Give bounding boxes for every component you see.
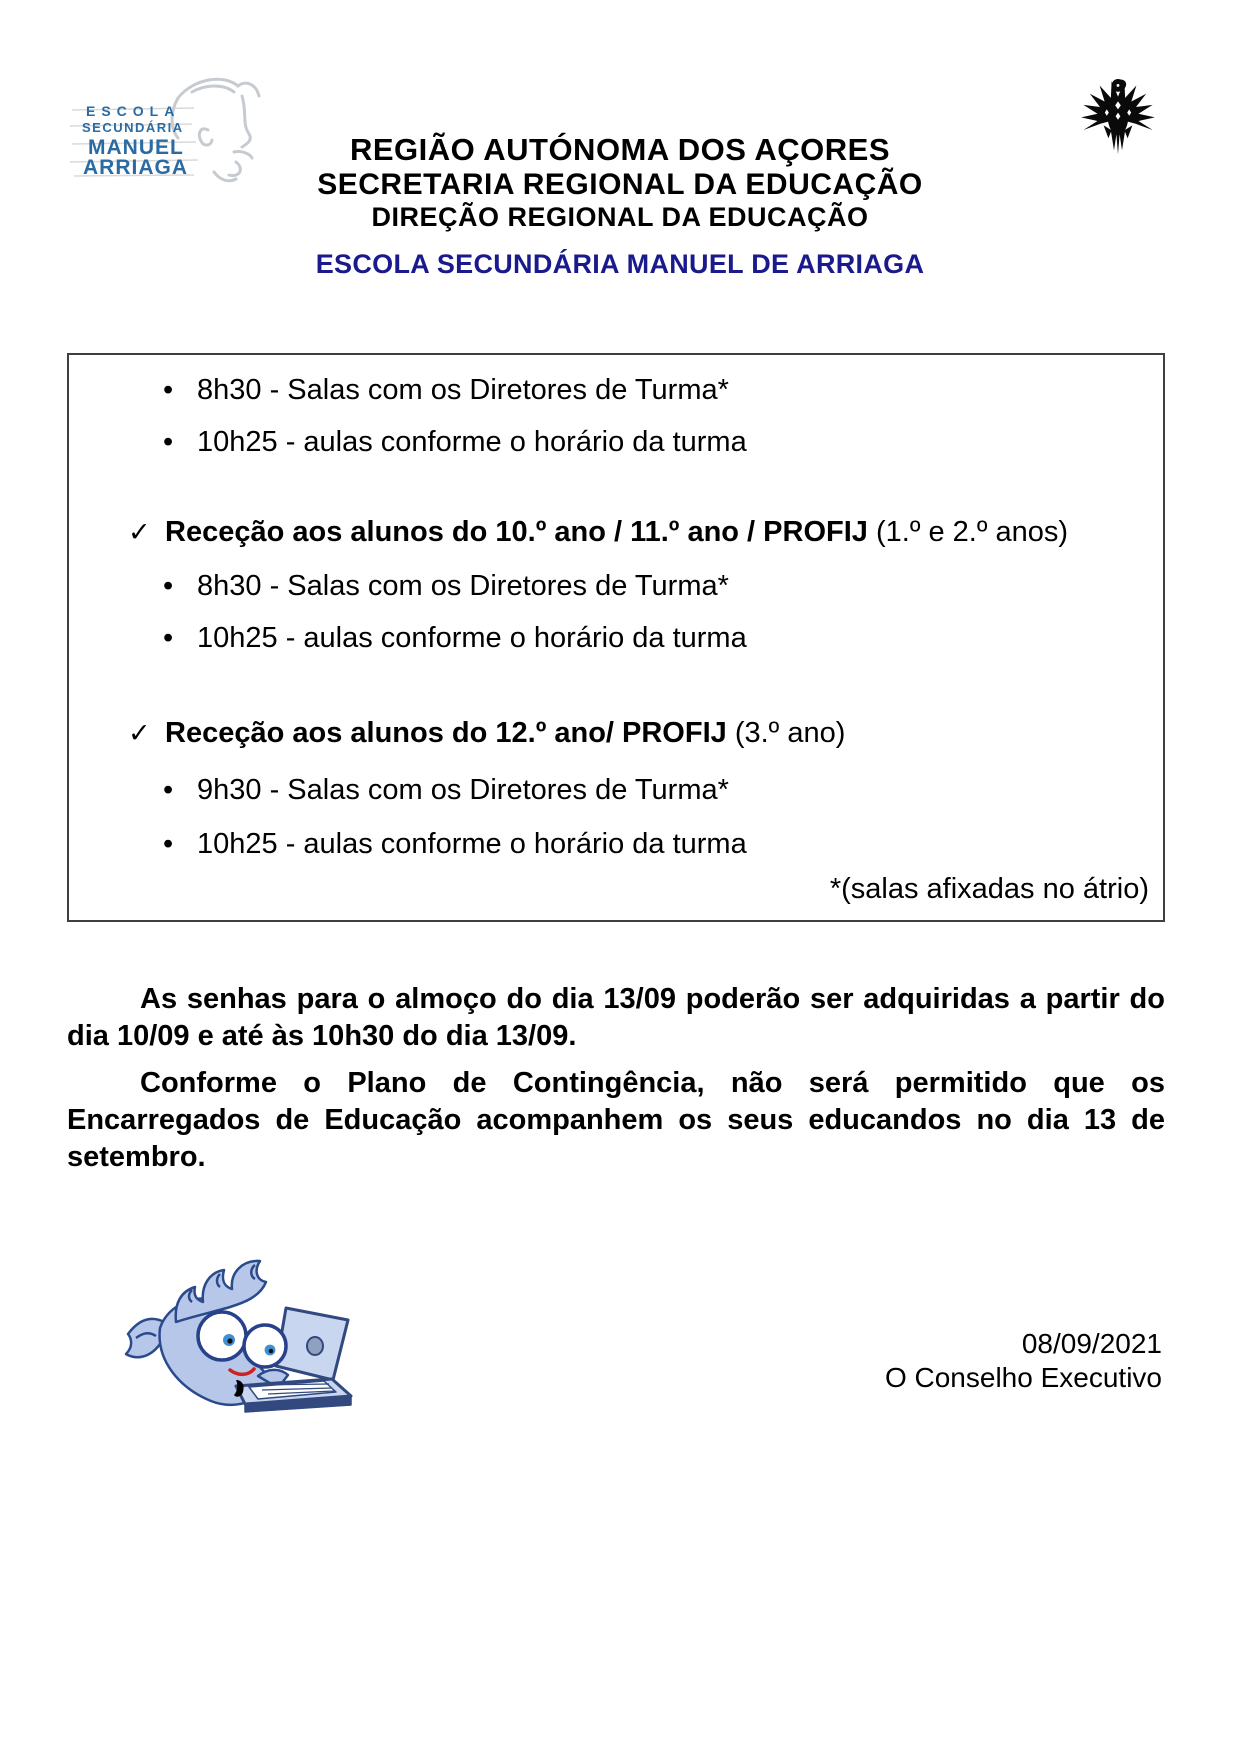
azores-goshawk-emblem-icon — [1078, 70, 1158, 160]
signoff-date: 08/09/2021 — [1021, 1328, 1162, 1359]
list-item — [69, 427, 1163, 457]
mascot-illustration — [118, 1258, 356, 1430]
mascot-fish-laptop-image — [118, 1258, 356, 1430]
section-heading-row — [69, 516, 1163, 548]
government-header — [0, 132, 1240, 279]
paragraph-lunch-tickets: As senhas para o almoço do dia 13/09 poderão ser adquiridas a partir do dia 10/09 e até às 10h30 do dia 13/09. — [67, 983, 1165, 1052]
list-item — [69, 775, 1163, 805]
list-item — [69, 829, 1163, 859]
header-direcao: DIREÇÃO REGIONAL DA EDUCAÇÃO — [371, 202, 869, 232]
section-heading-bold: Receção aos alunos do 10.º ano / 11.º ano / PROFIJ — [165, 516, 868, 548]
section-heading-bold: Receção aos alunos do 12.º ano/ PROFIJ — [165, 717, 727, 749]
logo-line-escola: ESCOLA — [86, 103, 181, 119]
checkmark-icon: ✓ — [128, 718, 151, 748]
bullet-icon: • — [163, 622, 174, 654]
list-item-text: 9h30 - Salas com os Diretores de Turma* — [197, 774, 729, 806]
body-paragraphs — [67, 981, 1165, 1186]
signoff-name: O Conselho Executivo — [884, 1362, 1162, 1393]
logo-line-secundaria: SECUNDÁRIA — [82, 120, 184, 135]
header-secretaria: SECRETARIA REGIONAL DA EDUCAÇÃO — [317, 168, 923, 201]
list-item-text: 10h25 - aulas conforme o horário da turma — [197, 828, 747, 860]
section-heading-rest: (3.º ano) — [726, 717, 846, 749]
bullet-icon: • — [163, 374, 174, 406]
rooms-posted-note: *(salas afixadas no átrio) — [829, 873, 1149, 905]
section-heading-text — [165, 516, 1068, 548]
eagle-icon — [1078, 70, 1158, 160]
list-item-text: 8h30 - Salas com os Diretores de Turma* — [197, 570, 729, 602]
bullet-icon: • — [163, 426, 174, 458]
logo-line-manuel: MANUEL — [88, 136, 184, 159]
section-heading-rest: (1.º e 2.º anos) — [867, 516, 1069, 548]
schedule-box — [67, 353, 1165, 922]
school-name-title: ESCOLA SECUNDÁRIA MANUEL DE ARRIAGA — [315, 249, 925, 279]
bullet-icon: • — [163, 774, 174, 806]
paragraph-contingency-plan: Conforme o Plano de Contingência, não será permitido que os Encarregados de Educação acompanhem os seus educandos no dia 13 de setembro. — [67, 1067, 1165, 1173]
list-item-text: 8h30 - Salas com os Diretores de Turma* — [197, 374, 729, 406]
list-item-text: 10h25 - aulas conforme o horário da turma — [197, 426, 747, 458]
header-region: REGIÃO AUTÓNOMA DOS AÇORES — [349, 132, 890, 167]
bullet-icon: • — [163, 570, 174, 602]
list-item — [69, 571, 1163, 601]
list-item-text: 10h25 - aulas conforme o horário da turma — [197, 622, 747, 654]
section-heading-row — [69, 717, 1163, 749]
bullet-icon: • — [163, 828, 174, 860]
list-item — [69, 375, 1163, 405]
logo-line-arriaga: ARRIAGA — [83, 156, 188, 179]
section-heading-text — [165, 717, 845, 749]
signoff-block — [885, 1327, 1162, 1395]
checkmark-icon: ✓ — [128, 517, 151, 547]
list-item — [69, 623, 1163, 653]
